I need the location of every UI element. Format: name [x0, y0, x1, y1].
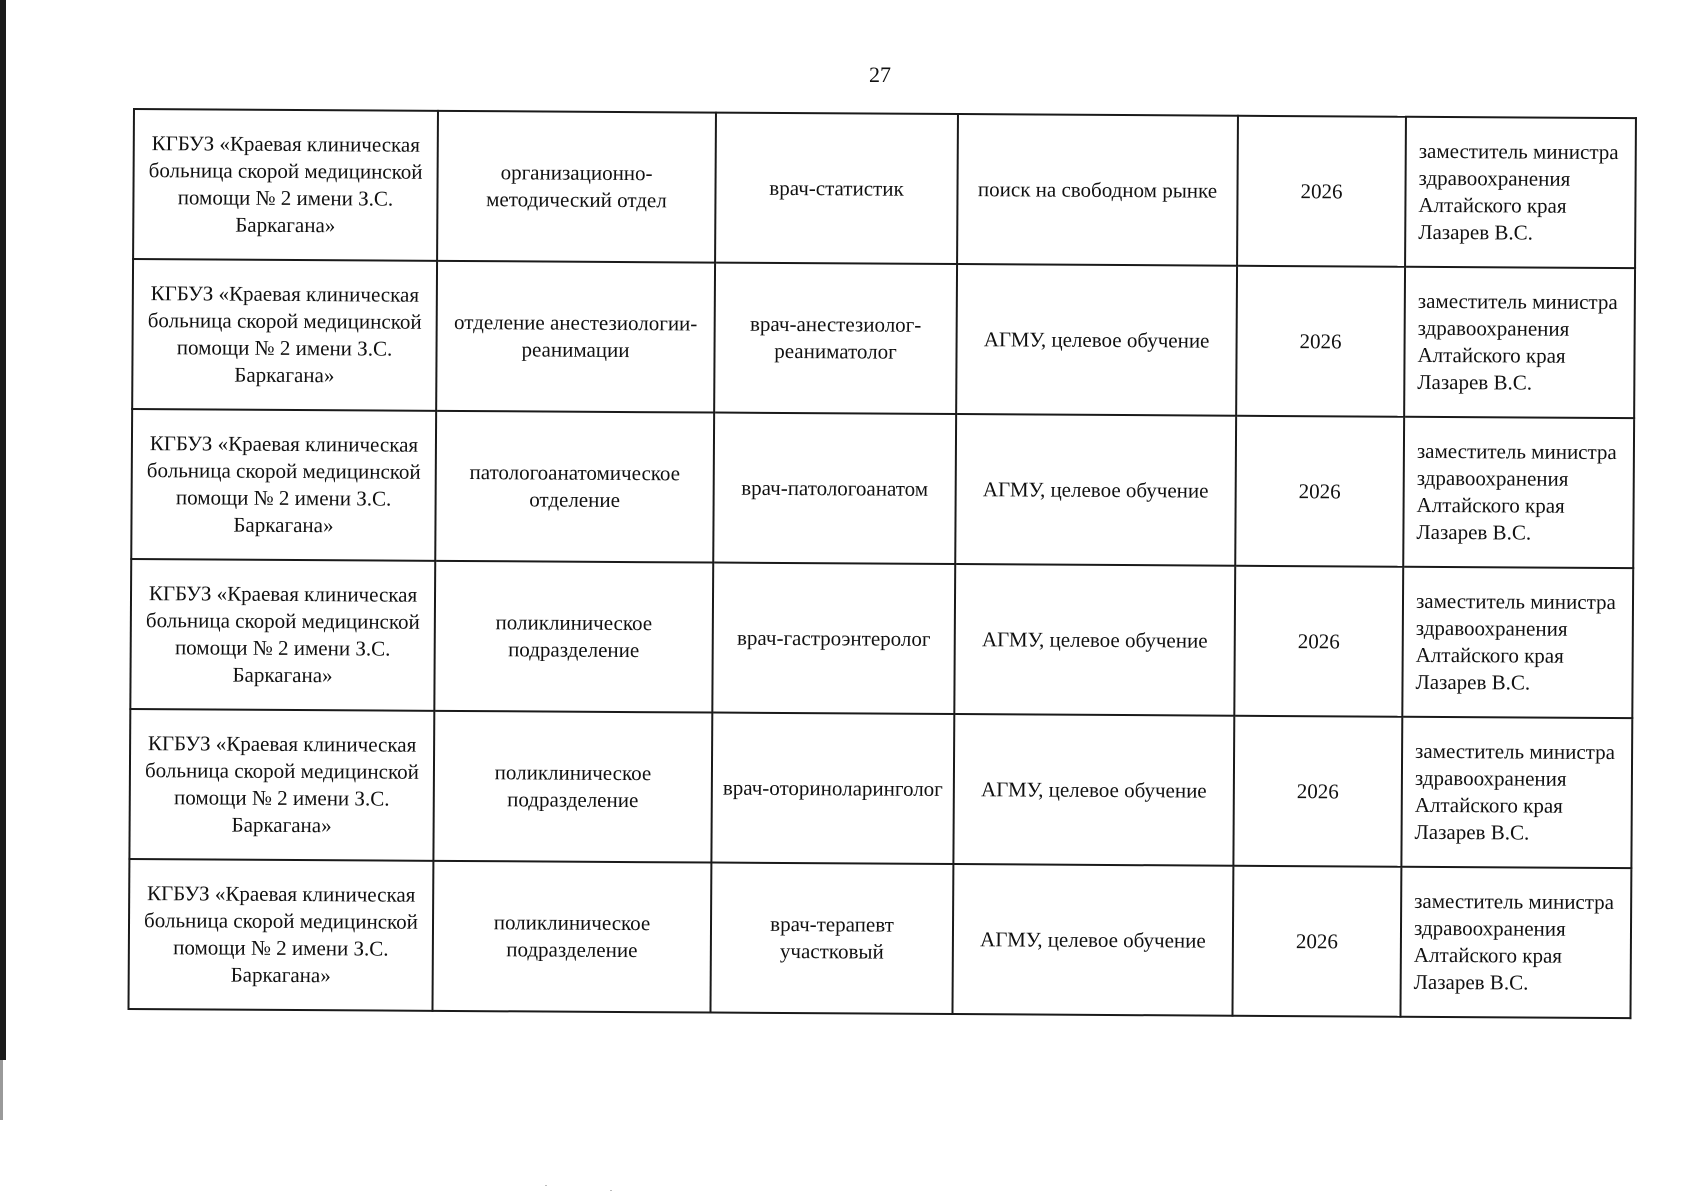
responsible-cell: заместитель министра здравоохранения Алтайского края Лазарев В.С. [1402, 567, 1633, 718]
organization-cell: КГБУЗ «Краевая клиническая больница скорой медицинской помощи № 2 имени З.С. Баркагана» [132, 259, 437, 411]
responsible-cell: заместитель министра здравоохранения Алтайского края Лазарев В.С. [1401, 717, 1632, 868]
organization-cell: КГБУЗ «Краевая клиническая больница скорой медицинской помощи № 2 имени З.С. Баркагана» [130, 559, 435, 711]
year-cell: 2026 [1234, 566, 1403, 717]
source-cell: АГМУ, целевое обучение [952, 864, 1233, 1016]
table-row [129, 709, 1632, 868]
table-row [131, 409, 1634, 568]
responsible-cell: заместитель министра здравоохранения Алтайского края Лазарев В.С. [1405, 117, 1636, 268]
table-row [132, 259, 1635, 418]
page-number: 27 [869, 62, 891, 87]
department-cell: поликлиническое подразделение [434, 561, 713, 713]
source-cell: АГМУ, целевое обучение [955, 414, 1236, 566]
year-cell: 2026 [1235, 416, 1404, 567]
position-cell: врач-терапевт участковый [710, 863, 953, 1014]
source-cell: поиск на свободном рынке [957, 114, 1238, 266]
scan-edge-shadow-faint [0, 1060, 3, 1120]
position-cell: врач-патологоанатом [713, 413, 956, 564]
position-cell: врач-анестезиолог-реаниматолог [714, 263, 957, 414]
source-cell: АГМУ, целевое обучение [956, 264, 1237, 416]
organization-cell: КГБУЗ «Краевая клиническая больница скорой медицинской помощи № 2 имени З.С. Баркагана» [128, 859, 433, 1011]
scan-speck [545, 1185, 547, 1186]
position-cell: врач-оториноларинголог [711, 713, 954, 864]
table-row [128, 859, 1631, 1018]
year-cell: 2026 [1232, 866, 1401, 1017]
year-cell: 2026 [1237, 116, 1406, 267]
department-cell: патологоанатомическое отделение [435, 411, 714, 563]
position-cell: врач-статистик [715, 113, 958, 264]
year-cell: 2026 [1233, 716, 1402, 867]
scan-speck [610, 1190, 612, 1191]
source-cell: АГМУ, целевое обучение [954, 564, 1235, 716]
department-cell: организационно-методический отдел [437, 111, 716, 263]
responsible-cell: заместитель министра здравоохранения Алтайского края Лазарев В.С. [1404, 267, 1635, 418]
table-row [133, 109, 1636, 268]
organization-cell: КГБУЗ «Краевая клиническая больница скорой медицинской помощи № 2 имени З.С. Баркагана» [133, 109, 438, 261]
department-cell: поликлиническое подразделение [433, 711, 712, 863]
department-cell: отделение анестезиологии-реанимации [436, 261, 715, 413]
department-cell: поликлиническое подразделение [432, 861, 711, 1013]
responsible-cell: заместитель министра здравоохранения Алтайского края Лазарев В.С. [1403, 417, 1634, 568]
organization-cell: КГБУЗ «Краевая клиническая больница скорой медицинской помощи № 2 имени З.С. Баркагана» [129, 709, 434, 861]
organization-cell: КГБУЗ «Краевая клиническая больница скорой медицинской помощи № 2 имени З.С. Баркагана» [131, 409, 436, 561]
staffing-table [127, 108, 1636, 1019]
table-row [130, 559, 1633, 718]
year-cell: 2026 [1236, 266, 1405, 417]
responsible-cell: заместитель министра здравоохранения Алтайского края Лазарев В.С. [1400, 867, 1631, 1018]
position-cell: врач-гастроэнтеролог [712, 563, 955, 714]
scan-edge-shadow [0, 0, 6, 1060]
source-cell: АГМУ, целевое обучение [953, 714, 1234, 866]
